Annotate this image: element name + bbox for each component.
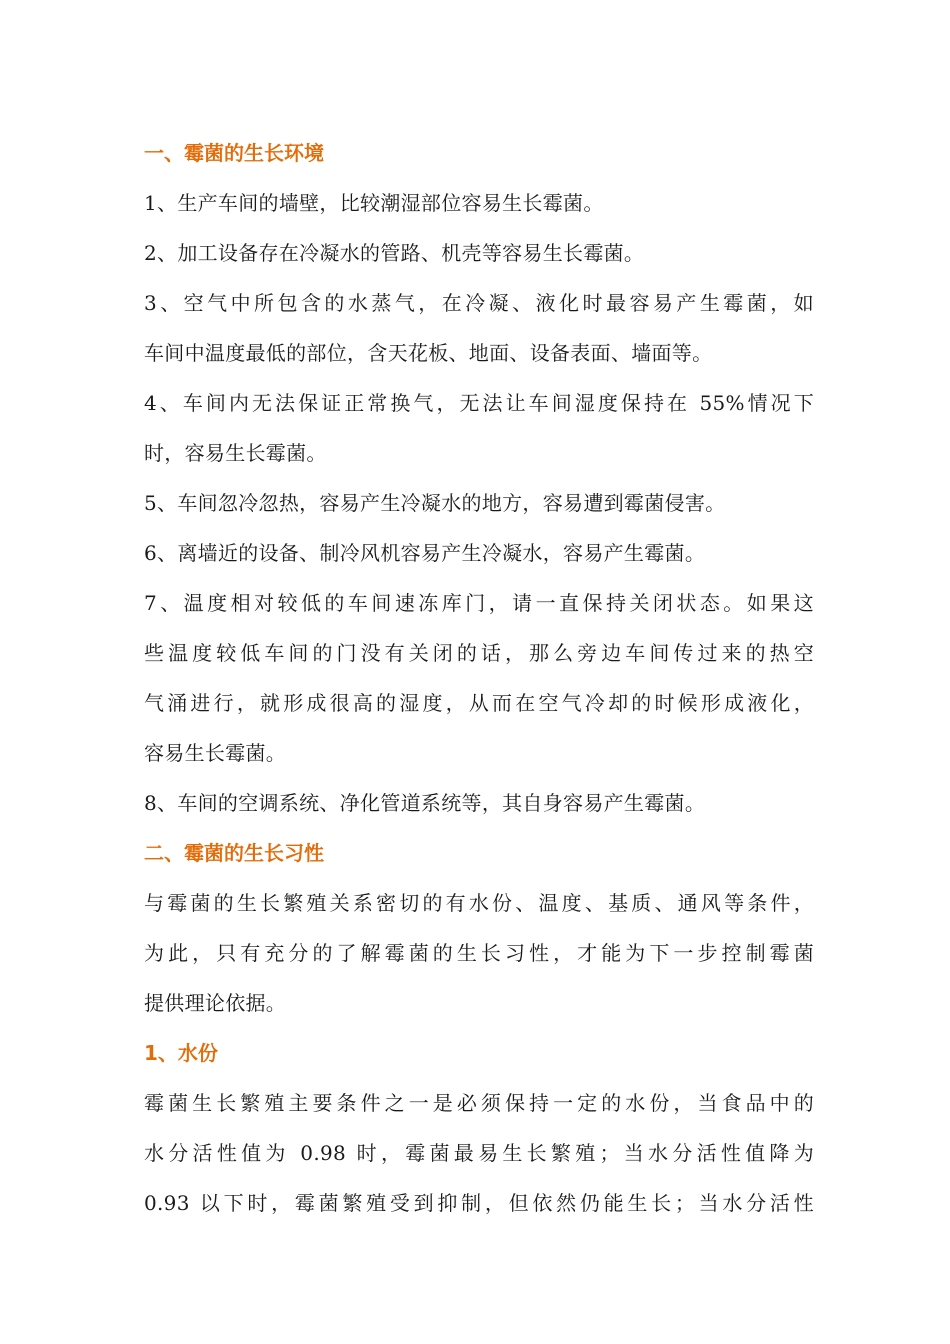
list-item: 5、车间忽冷忽热，容易产生冷凝水的地方，容易遭到霉菌侵害。 xyxy=(144,491,726,515)
paragraph-line: 0.93 以下时，霉菌繁殖受到抑制，但依然仍能生长；当水分活性 xyxy=(144,1191,814,1215)
paragraph-line: 与霉菌的生长繁殖关系密切的有水份、温度、基质、通风等条件， xyxy=(144,891,814,915)
list-item-continuation: 容易生长霉菌。 xyxy=(144,741,287,765)
paragraph-line: 霉菌生长繁殖主要条件之一是必须保持一定的水份，当食品中的 xyxy=(144,1091,814,1115)
section-heading-growth-habits: 二、霉菌的生长习性 xyxy=(144,841,324,865)
list-item-continuation: 些温度较低车间的门没有关闭的话，那么旁边车间传过来的热空 xyxy=(144,641,814,665)
subsection-heading-moisture: 1、水份 xyxy=(144,1041,218,1065)
list-item-continuation: 气涌进行，就形成很高的湿度，从而在空气冷却的时候形成液化， xyxy=(144,691,814,715)
list-item: 6、离墙近的设备、制冷风机容易产生冷凝水，容易产生霉菌。 xyxy=(144,541,706,565)
paragraph-line: 水分活性值为 0.98 时，霉菌最易生长繁殖；当水分活性值降为 xyxy=(144,1141,814,1165)
list-item: 3、空气中所包含的水蒸气，在冷凝、液化时最容易产生霉菌，如 xyxy=(144,291,814,315)
list-item: 2、加工设备存在冷凝水的管路、机壳等容易生长霉菌。 xyxy=(144,241,645,265)
list-item: 4、车间内无法保证正常换气，无法让车间湿度保持在 55%情况下 xyxy=(144,391,814,415)
list-item: 8、车间的空调系统、净化管道系统等，其自身容易产生霉菌。 xyxy=(144,791,706,815)
paragraph-line: 提供理论依据。 xyxy=(144,991,287,1015)
list-item-continuation: 时，容易生长霉菌。 xyxy=(144,441,327,465)
section-heading-growth-environment: 一、霉菌的生长环境 xyxy=(144,141,324,165)
list-item-continuation: 车间中温度最低的部位，含天花板、地面、设备表面、墙面等。 xyxy=(144,341,713,365)
list-item: 1、生产车间的墙壁，比较潮湿部位容易生长霉菌。 xyxy=(144,191,604,215)
list-item: 7、温度相对较低的车间速冻库门，请一直保持关闭状态。如果这 xyxy=(144,591,814,615)
document-body xyxy=(144,128,814,1228)
paragraph-line: 为此，只有充分的了解霉菌的生长习性，才能为下一步控制霉菌 xyxy=(144,941,814,965)
